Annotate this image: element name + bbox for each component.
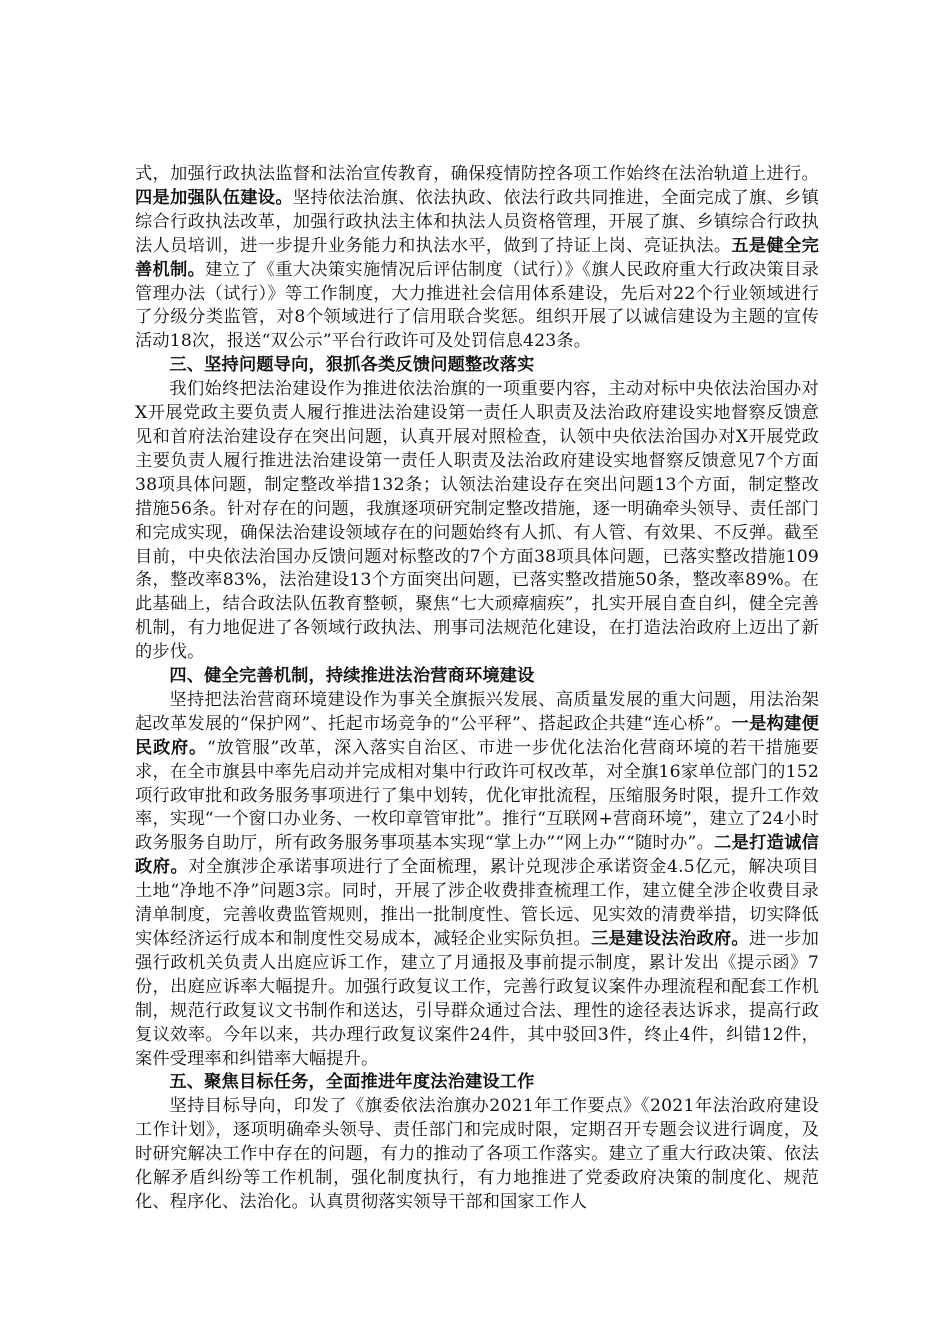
section-heading-3: 三、坚持问题导向，狠抓各类反馈问题整改落实 (169, 355, 535, 376)
section-heading-5: 五、聚焦目标任务，全面推进年度法治建设工作 (169, 1072, 535, 1093)
paragraph-text: 坚持把法治营商环境建设作为事关全旗振兴发展、高质量发展的重大问题，用法治架起改革发展的“保护网”、托起市场竞争的“公平秤”、搭起政企共建“连心桥”。 (135, 689, 819, 734)
paragraph-text: 坚持依法治旗、依法执政、依法行政共同推进，全面完成了旗、乡镇综合行政执法改革，加强行政执法主体和执法人员资格管理，开展了旗、乡镇综合行政执法人员培训，进一步提升业务能力和执法水平，做到了持证上岗、亮证执法。 (135, 187, 819, 256)
paragraph-annual-goals: 坚持目标导向，印发了《旗委依法治旗办2021年工作要点》《2021年法治政府建设工作计划》，逐项明确牵头领导、责任部门和完成时限，定期召开专题会议进行调度，及时研究解决工作中存在的问题，有力的推动了各项工作落实。建立了重大行政决策、依法化解矛盾纠纷等工作机制，强化制度执行，有力地推进了党委政府决策的制度化、规范化、程序化、法治化。认真贯彻落实领导干部和国家工作人 (135, 1096, 819, 1212)
paragraph-continued (135, 163, 819, 354)
bold-lead-mechanism: 五是健全完善机制。 (135, 235, 819, 280)
paragraph-text: 式，加强行政执法监督和法治宣传教育，确保疫情防控各项工作始终在法治轨道上进行。 (135, 164, 819, 184)
bold-lead-convenient-government: 一是构建便民政府。 (135, 713, 819, 758)
bold-lead-credit-government: 二是打造诚信政府。 (135, 833, 819, 878)
paragraph-text: 进一步加强行政机关负责人出庭应诉工作，建立了月通报及事前提示制度，累计发出《提示函》7份，出庭应诉率大幅提升。加强行政复议工作，完善行政复议案件办理流程和配套工作机制，规范行政复议文书制作和送达，引导群众通过合法、理性的途径表达诉求，提高行政复议效率。今年以来，共办理行政复议案件24件，其中驳回3件，终止4件，纠错12件，案件受理率和纠错率大幅提升。 (135, 929, 819, 1069)
section-heading-4: 四、健全完善机制，持续推进法治营商环境建设 (169, 666, 535, 687)
paragraph-business-environment (135, 689, 819, 1072)
paragraph-rectification: 我们始终把法治建设作为推进依法治旗的一项重要内容，主动对标中央依法治国办对X开展党政主要负责人履行推进法治建设第一责任人职责及法治政府建设实地督察反馈意见和首府法治建设存在突出问题，认真开展对照检查，认领中央依法治国办对X开展党政主要负责人履行推进法治建设第一责任人职责及法治政府建设实地督察反馈意见7个方面38项具体问题，制定整改举措132条；认领法治建设存在突出问题13个方面，制定整改措施56条。针对存在的问题，我旗逐项研究制定整改措施，逐一明确牵头领导、责任部门和完成实现，确保法治建设领域存在的问题始终有人抓、有人管、有效果、不反弹。截至目前，中央依法治国办反馈问题对标整改的7个方面38项具体问题，已落实整改措施109条，整改率83%，法治建设13个方面突出问题，已落实整改措施50条，整改率89%。在此基础上，结合政法队伍教育整顿，聚焦“七大顽瘴痼疾”，扎实开展自查自纠，健全完善机制，有力地促进了各领域行政执法、刑事司法规范化建设，在打造法治政府上迈出了新的步伐。 (135, 379, 819, 663)
bold-lead-team-building: 四是加强队伍建设。 (135, 187, 293, 208)
paragraph-text: 对全旗涉企承诺事项进行了全面梳理，累计兑现涉企承诺资金4.5亿元，解决项目土地“净地不净”问题3宗。同时，开展了涉企收费排查梳理工作，建立健全涉企收费目录清单制度，完善收费监管规则，推出一批制度性、管长远、见实效的清费举措，切实降低实体经济运行成本和制度性交易成本，减轻企业实际负担。 (135, 857, 819, 949)
document-page (135, 163, 819, 1215)
paragraph-text: “放管服”改革，深入落实自治区、市进一步优化法治化营商环境的若干措施要求，在全市旗县中率先启动并完成相对集中行政许可权改革，对全旗16家单位部门的152项行政审批和政务服务事项进行了集中划转，优化审批流程，压缩服务时限，提升工作效率，实现“一个窗口办业务、一枚印章管审批”。推行“互联网+营商环境”，建立了24小时政务服务自助厅，所有政务服务事项基本实现“掌上办”“网上办”“随时办”。 (135, 737, 819, 854)
paragraph-text: 建立了《重大决策实施情况后评估制度（试行）》《旗人民政府重大行政决策目录管理办法（试行）》等工作制度，大力推进社会信用体系建设，先后对22个行业领域进行了分级分类监管，对8个领域进行了信用联合奖惩。组织开展了以诚信建设为主题的宣传活动18次，报送“双公示”平台行政许可及处罚信息423条。 (135, 259, 819, 352)
bold-lead-law-government: 三是建设法治政府。 (591, 929, 749, 949)
